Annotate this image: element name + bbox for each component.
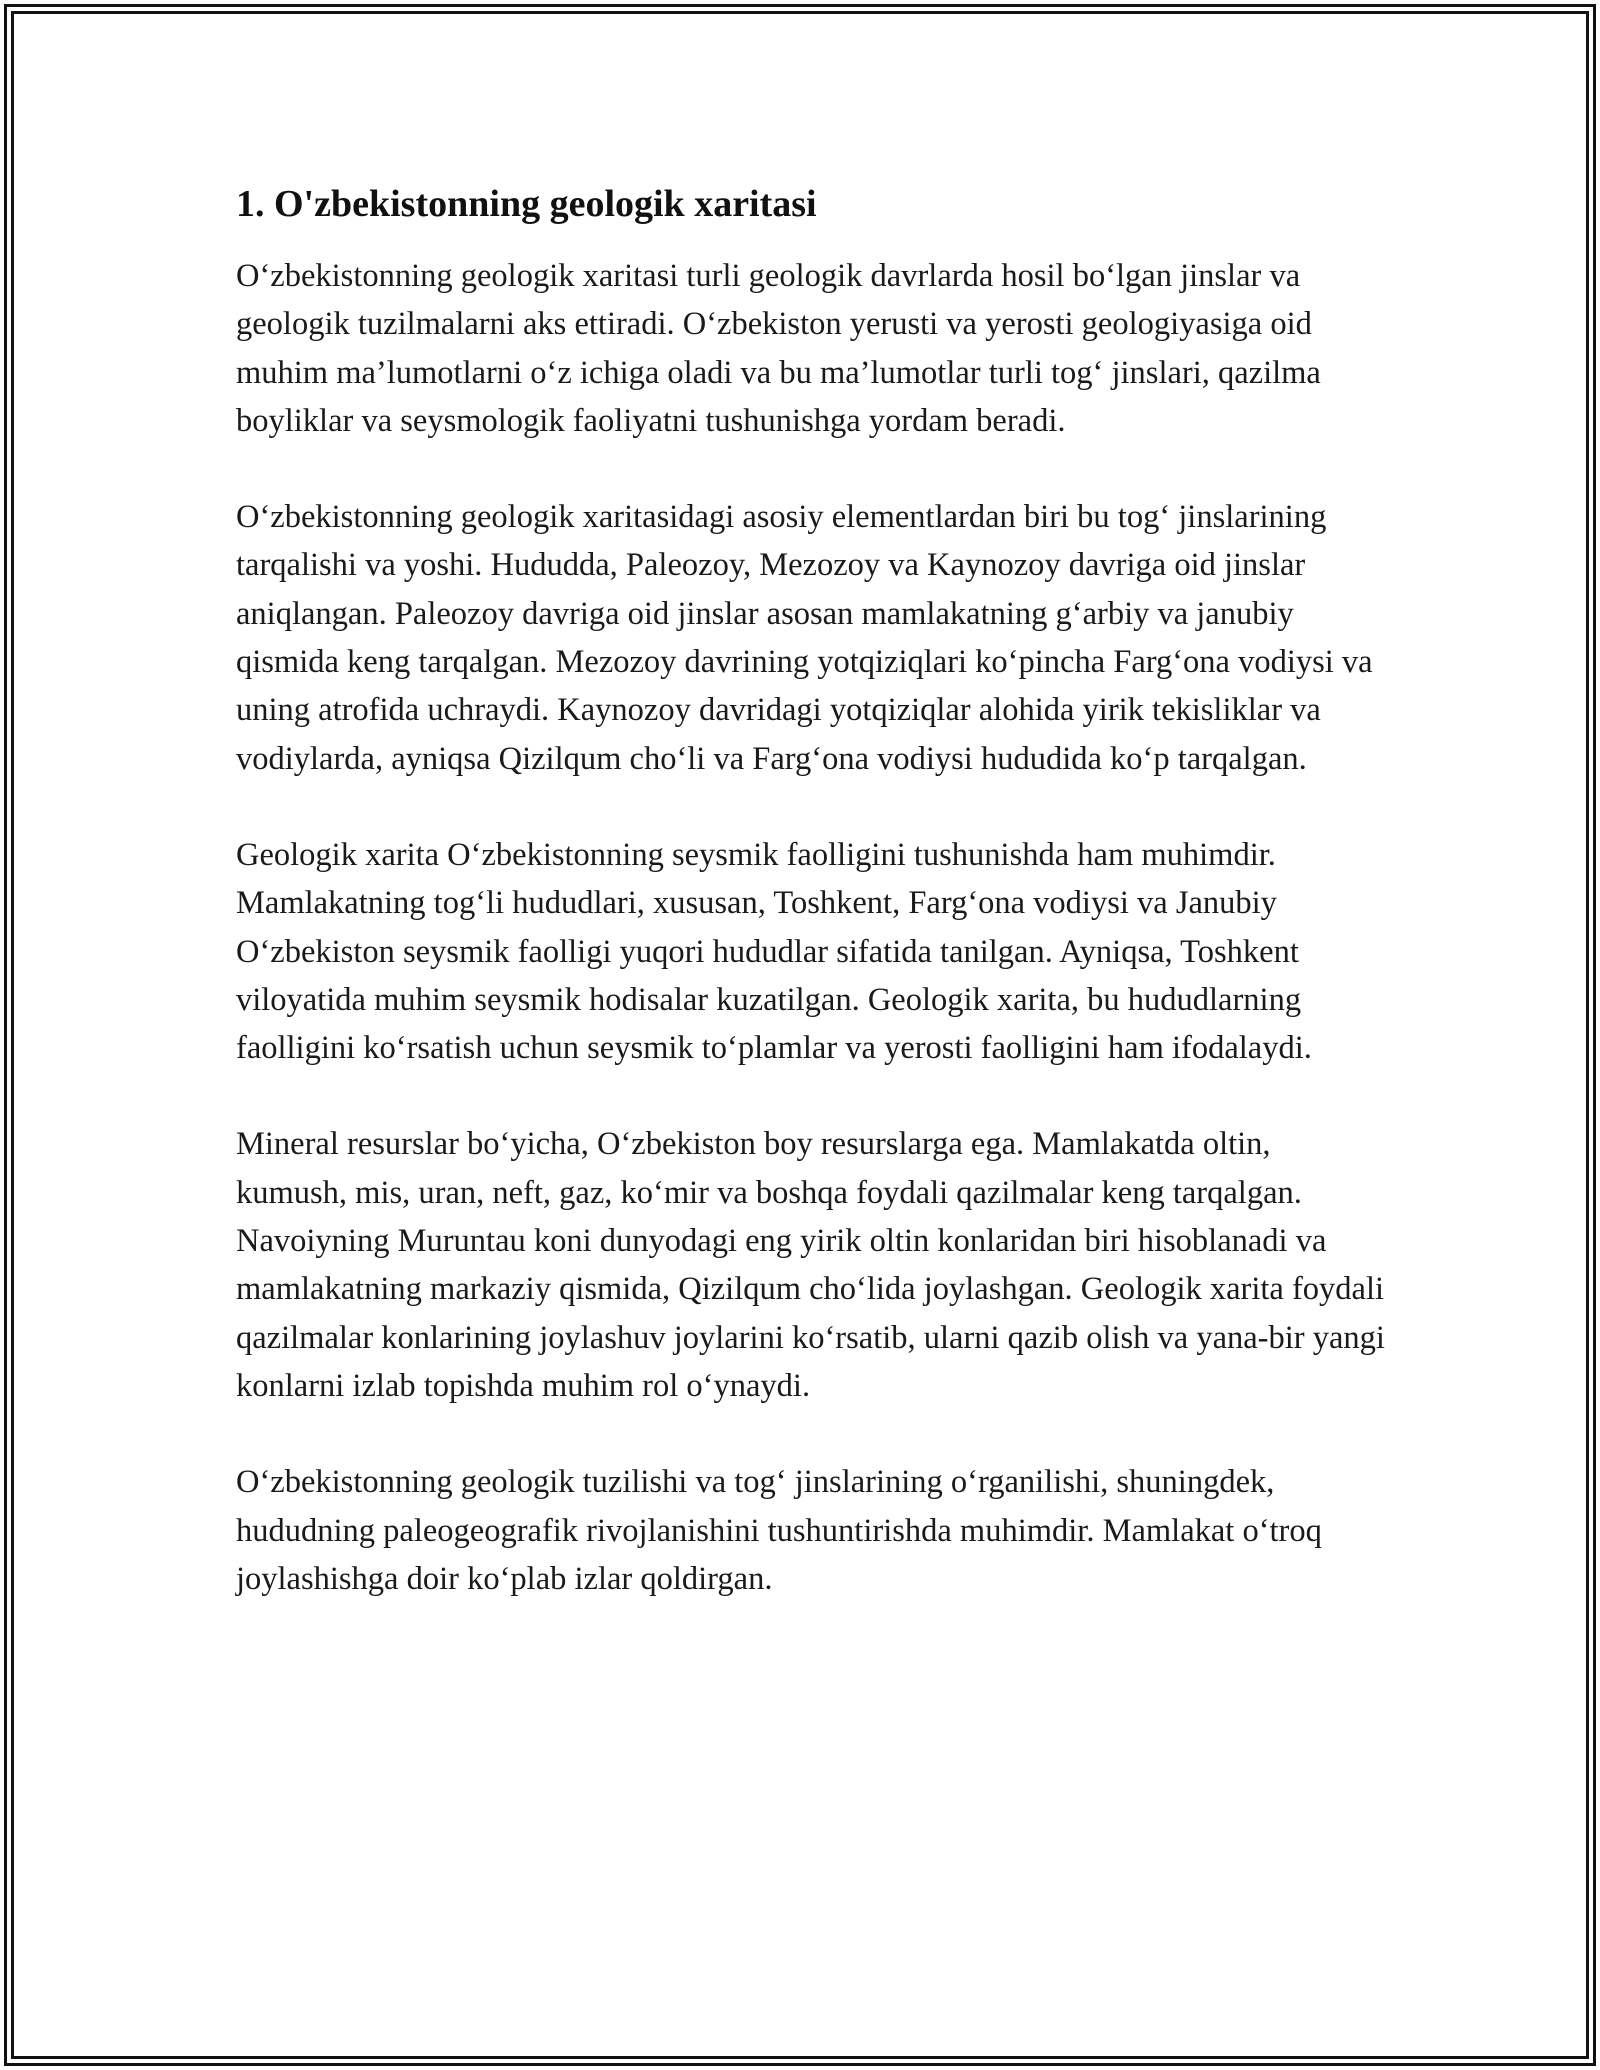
- paragraph-geological-structure: O‘zbekistonning geologik tuzilishi va tog‘ jinslarining o‘rganilishi, shuningdek, hududning paleogeografik rivojlanishini tushuntirishda muhimdir. Mamlakat o‘troq joylashishga doir ko‘plab izlar qoldirgan.: [236, 1464, 1322, 1597]
- section-title: 1. O'zbekistonning geologik xaritasi: [236, 183, 817, 225]
- paragraph-intro: O‘zbekistonning geologik xaritasi turli geologik davrlarda hosil bo‘lgan jinslar va geologik tuzilmalarni aks ettiradi. O‘zbekiston yerusti va yerosti geologiyasiga oid muhim ma’lumotlarni o‘z ichiga oladi va bu ma’lumotlar turli tog‘ jinslari, qazilma boyliklar va seysmologik faoliyatni tushunishga yordam beradi.: [236, 258, 1321, 439]
- document-body: [236, 178, 1386, 1651]
- paragraph-mineral-resources: Mineral resurslar bo‘yicha, O‘zbekiston boy resurslarga ega. Mamlakatda oltin, kumush, mis, uran, neft, gaz, ko‘mir va boshqa foydali qazilmalar keng tarqalgan. Navoiyning Muruntau koni dunyodagi eng yirik oltin konlaridan biri hisoblanadi va mamlakatning markaziy qismida, Qizilqum cho‘lida joylashgan. Geologik xarita foydali qazilmalar konlarining joylashuv joylarini ko‘rsatib, ularni qazib olish va yana-bir yangi konlarni izlab topishda muhim rol o‘ynaydi.: [236, 1126, 1385, 1404]
- paragraph-seismic: Geologik xarita O‘zbekistonning seysmik faolligini tushunishda ham muhimdir. Mamlakatning tog‘li hududlari, xususan, Toshkent, Farg‘ona vodiysi va Janubiy O‘zbekiston seysmik faolligi yuqori hududlar sifatida tanilgan. Ayniqsa, Toshkent viloyatida muhim seysmik hodisalar kuzatilgan. Geologik xarita, bu hududlarning faolligini ko‘rsatish uchun seysmik to‘plamlar va yerosti faolligini ham ifodalaydi.: [236, 836, 1312, 1067]
- paragraph-rock-ages: O‘zbekistonning geologik xaritasidagi asosiy elementlardan biri bu tog‘ jinslarining tarqalishi va yoshi. Hududda, Paleozoy, Mezozoy va Kaynozoy davriga oid jinslar aniqlangan. Paleozoy davriga oid jinslar asosan mamlakatning g‘arbiy va janubiy qismida keng tarqalgan. Mezozoy davrining yotqiziqlari ko‘pincha Farg‘ona vodiysi va uning atrofida uchraydi. Kaynozoy davridagi yotqiziqlar alohida yirik tekisliklar va vodiylarda, ayniqsa Qizilqum cho‘li va Farg‘ona vodiysi hududida ko‘p tarqalgan.: [236, 499, 1373, 777]
